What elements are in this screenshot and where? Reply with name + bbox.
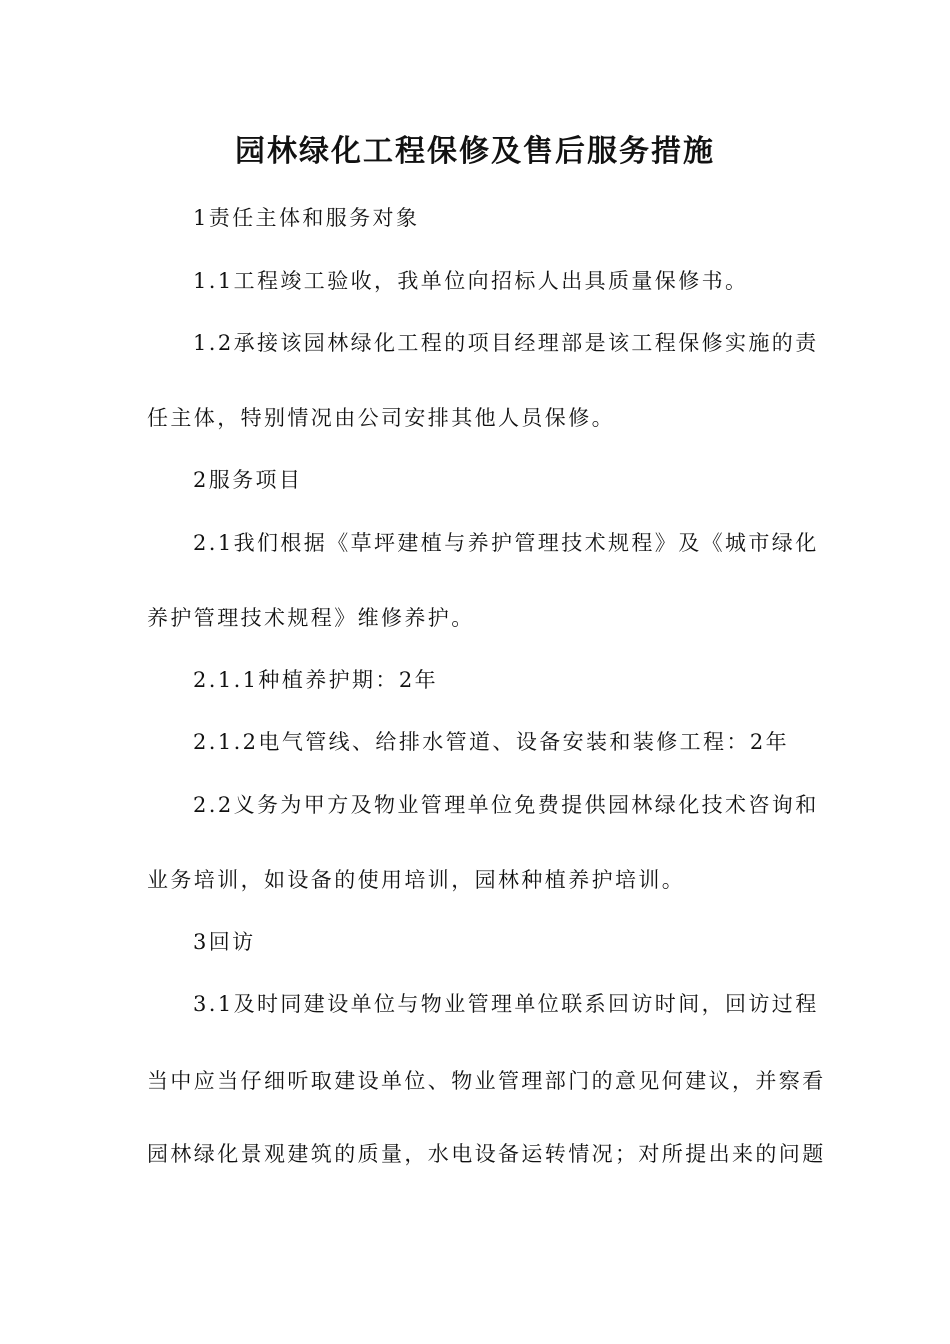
paragraph-3-1-line-2: 当中应当仔细听取建设单位、物业管理部门的意见何建议，并察看: [147, 1069, 826, 1093]
paragraph-2-1-1: 2.1.1种植养护期：2年: [193, 668, 438, 692]
paragraph-2-2-line-1: 2.2义务为甲方及物业管理单位免费提供园林绿化技术咨询和: [193, 793, 819, 817]
paragraph-3-1-line-1: 3.1及时同建设单位与物业管理单位联系回访时间，回访过程: [193, 992, 819, 1016]
paragraph-1-2-line-1: 1.2承接该园林绿化工程的项目经理部是该工程保修实施的责: [193, 331, 819, 355]
section-heading-2: 2服务项目: [193, 468, 303, 492]
paragraph-1-2-line-2: 任主体，特别情况由公司安排其他人员保修。: [147, 406, 615, 430]
paragraph-3-1-line-3: 园林绿化景观建筑的质量，水电设备运转情况；对所提出来的问题: [147, 1142, 826, 1166]
section-heading-1: 1责任主体和服务对象: [193, 206, 420, 230]
paragraph-2-2-line-2: 业务培训，如设备的使用培训，园林种植养护培训。: [147, 868, 686, 892]
paragraph-2-1-line-1: 2.1我们根据《草坪建植与养护管理技术规程》及《城市绿化: [193, 531, 819, 555]
paragraph-2-1-2: 2.1.2电气管线、给排水管道、设备安装和装修工程：2年: [193, 730, 789, 754]
paragraph-2-1-line-2: 养护管理技术规程》维修养护。: [147, 606, 475, 630]
section-heading-3: 3回访: [193, 930, 256, 954]
page-title: 园林绿化工程保修及售后服务措施: [235, 134, 715, 169]
paragraph-1-1: 1.1工程竣工验收，我单位向招标人出具质量保修书。: [193, 269, 749, 293]
